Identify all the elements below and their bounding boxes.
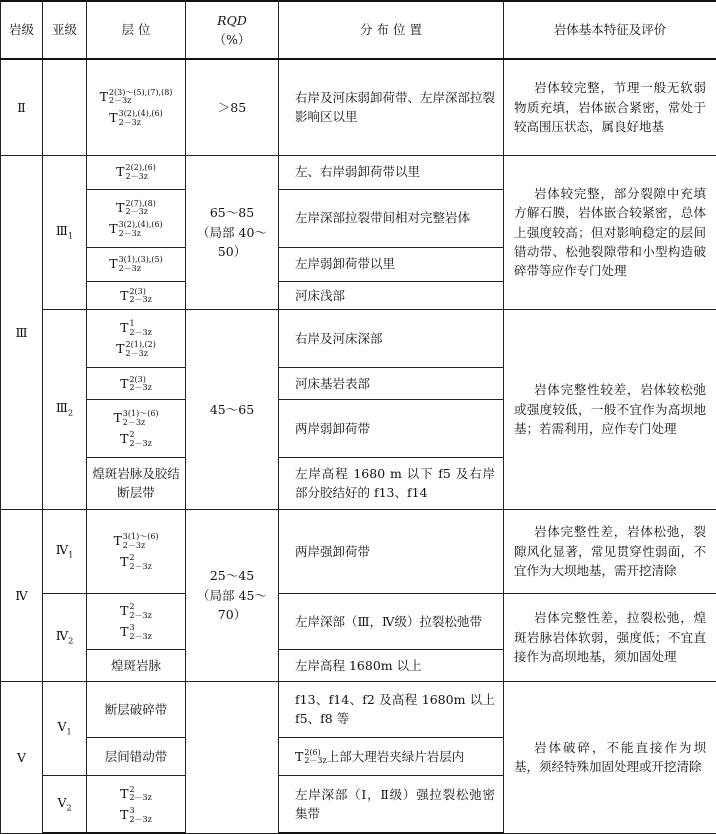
layer-formula: T 2 2－3z: [91, 601, 181, 620]
location-cell: 右岸及河床深部: [279, 309, 504, 367]
layer-formula: T 2(3) 2－3z: [91, 286, 181, 305]
layer-cell: [87, 281, 186, 309]
location-cell: 左岸高程 1680m 以上: [279, 649, 504, 681]
grade-cell: Ⅲ: [1, 155, 43, 509]
location-cell: 左岸深部（Ⅲ，Ⅳ级）拉裂松弛带: [279, 593, 504, 649]
header-rqd-title: RQD: [190, 11, 274, 30]
rqd-cell: 45～65: [186, 309, 279, 509]
layer-formula: T 2 2－3z: [91, 552, 181, 571]
table-row: [1, 309, 716, 367]
location-cell: 左岸高程 1680 m 以下 f5 及右岸部分胶结好的 f13、f14: [279, 457, 504, 509]
location-cell: 左、右岸弱卸荷带以里: [279, 155, 504, 189]
layer-formula: T 2 2－3z: [91, 429, 181, 448]
layer-formula: T 2(1),(2) 2－3z: [91, 339, 181, 358]
header-subgrade: 亚级: [43, 1, 87, 59]
location-cell: 两岸强卸荷带: [279, 509, 504, 593]
table-row: [1, 155, 716, 189]
layer-cell: [87, 155, 186, 189]
grade-cell: Ⅱ: [1, 59, 43, 155]
subgrade-cell: $Ⅳ_1$: [43, 509, 87, 593]
layer-cell: [87, 509, 186, 593]
layer-cell: 层间错动带: [87, 737, 186, 775]
layer-cell: [87, 593, 186, 649]
layer-cell: 断层破碎带: [87, 681, 186, 737]
subgrade-cell: $Ⅲ_1$: [43, 155, 87, 309]
subgrade-cell: $Ⅳ_2$: [43, 593, 87, 681]
subgrade-cell: [43, 59, 87, 155]
rqd-cell: [186, 681, 279, 833]
header-grade: 岩级: [1, 1, 43, 59]
grade-cell: Ⅳ: [1, 509, 43, 681]
evaluation-cell: 岩体较完整，节理一般无软弱物质充填，岩体嵌合紧密，常处于较高围压状态，属良好地基: [504, 59, 716, 155]
layer-cell: [87, 189, 186, 247]
layer-formula: T 2(2),(6) 2－3z: [91, 162, 181, 181]
layer-formula: T 3 2－3z: [91, 805, 181, 824]
rqd-cell: 25～45 （局部 45～70）: [186, 509, 279, 681]
layer-formula: T 3(1)～(6) 2－3z: [91, 408, 181, 427]
table-row: [1, 509, 716, 593]
layer-formula: T 3 2－3z: [91, 622, 181, 641]
table-row: [1, 681, 716, 737]
evaluation-cell: 岩体破碎，不能直接作为坝基，须经特殊加固处理或开挖清除: [504, 681, 716, 833]
location-cell: 河床基岩表部: [279, 367, 504, 399]
table-row: [1, 59, 716, 155]
header-rqd: [186, 1, 279, 59]
location-cell: 右岸及河床弱卸荷带、左岸深部拉裂影响区以里: [279, 59, 504, 155]
header-row: [1, 1, 716, 59]
layer-cell: [87, 309, 186, 367]
header-evaluation: 岩体基本特征及评价: [504, 1, 716, 59]
evaluation-cell: 岩体完整性较差，岩体较松弛或强度较低，一般不宜作为高坝地基；若需利用，应作专门处理: [504, 309, 716, 509]
layer-formula: T 3(2),(4),(6) 2－3z: [91, 108, 181, 127]
header-layer: 层 位: [87, 1, 186, 59]
layer-cell: [87, 367, 186, 399]
layer-formula: T 2 2－3z: [91, 784, 181, 803]
location-cell: 左岸弱卸荷带以里: [279, 247, 504, 281]
location-cell: 两岸弱卸荷带: [279, 399, 504, 457]
rqd-cell: ＞85: [186, 59, 279, 155]
layer-formula: T 3(1)～(6) 2－3z: [91, 531, 181, 550]
layer-formula: T 3(1),(3),(5) 2－3z: [91, 254, 181, 273]
subgrade-cell: $Ⅲ_2$: [43, 309, 87, 509]
rqd-cell: 65～85 （局部 40～50）: [186, 155, 279, 309]
grade-cell: Ⅴ: [1, 681, 43, 833]
layer-cell: 煌斑岩脉及胶结断层带: [87, 457, 186, 509]
layer-cell: [87, 775, 186, 833]
evaluation-cell: 岩体完整性差，岩体松弛，裂隙风化显著，常见贯穿性弱面，不宜作为大坝地基，需开挖清除: [504, 509, 716, 593]
location-cell: T 2(6) 2－3z 上部大理岩夹绿片岩层内: [279, 737, 504, 775]
evaluation-cell: 岩体较完整，部分裂隙中充填方解石膜，岩体嵌合较紧密，总体上强度较高；但对影响稳定的层间错动带、松弛裂隙带和小型构造破碎带等应作专门处理: [504, 155, 716, 309]
layer-formula: T 2(3)～(5),(7),(8) 2－3z: [91, 87, 181, 106]
layer-formula: T 3(2),(4),(6) 2－3z: [91, 219, 181, 238]
location-cell: f13、f14、f2 及高程 1680m 以上 f5、f8 等: [279, 681, 504, 737]
location-cell: 左岸深部拉裂带间相对完整岩体: [279, 189, 504, 247]
evaluation-cell: 岩体完整性差，拉裂松弛，煌斑岩脉岩体软弱，强度低；不宜直接作为高坝地基，须加固处理: [504, 593, 716, 681]
layer-cell: 煌斑岩脉: [87, 649, 186, 681]
location-cell: 河床浅部: [279, 281, 504, 309]
header-rqd-unit: （%）: [214, 32, 251, 47]
layer-cell: [87, 59, 186, 155]
location-cell: 左岸深部（Ⅰ，Ⅱ级）强拉裂松弛密集带: [279, 775, 504, 833]
layer-cell: [87, 399, 186, 457]
table-row: [1, 593, 716, 649]
header-location: 分 布 位 置: [279, 1, 504, 59]
layer-formula: T 1 2－3z: [91, 318, 181, 337]
subgrade-cell: $Ⅴ_2$: [43, 775, 87, 833]
layer-cell: [87, 247, 186, 281]
layer-formula: T 2(3) 2－3z: [91, 374, 181, 393]
subgrade-cell: $Ⅴ_1$: [43, 681, 87, 775]
layer-formula: T 2(7),(8) 2－3z: [91, 198, 181, 217]
